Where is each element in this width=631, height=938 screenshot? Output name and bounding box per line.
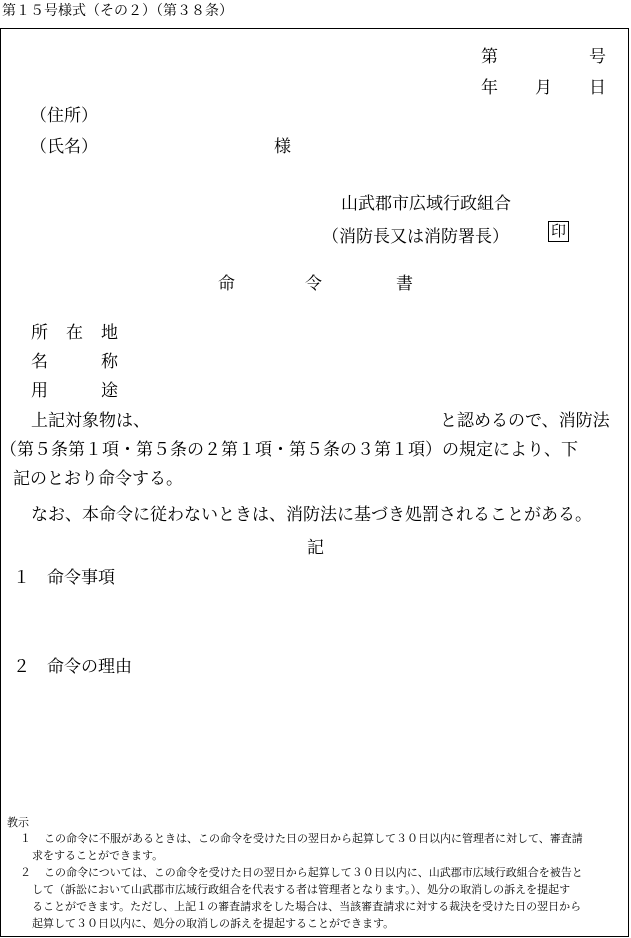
item-1-label: 命令事項 [47, 568, 115, 588]
body-p1-line3: 記のとおり命令する。 [13, 469, 183, 489]
name-label: （氏名） [30, 137, 98, 157]
notice-item-2-line-4: 起算して３０日以内に、処分の取消しの訴えを提起することができます。 [32, 917, 395, 930]
location-char-2: 在 [66, 323, 83, 343]
issuer-organization: 山武郡市広域行政組合 [341, 194, 511, 214]
notice-item-2-line-1: この命令については、この命令を受けた日の翌日から起算して３０日以内に、山武郡市広域行政組合を被告と [44, 866, 583, 879]
title-char-1: 命 [218, 274, 235, 294]
address-label: （住所） [30, 106, 98, 126]
issuer-title: （消防長又は消防署長） [322, 227, 509, 247]
usage-char-1: 用 [31, 381, 48, 401]
body-p1-start: 上記対象物は、 [31, 411, 150, 431]
item-2-label: 命令の理由 [47, 657, 132, 677]
body-p1-line2: （第５条第１項・第５条の２第１項・第５条の３第１項）の規定により、下 [0, 440, 578, 460]
notice-item-2-number: ２ [20, 866, 31, 879]
ki-heading: 記 [307, 538, 324, 558]
notice-item-2-line-3: ることができます。ただし、上記１の審査請求をした場合は、当該審査請求に対する裁決を受けた日の翌日から [32, 900, 582, 913]
body-p2: なお、本命令に従わないときは、消防法に基づき処罰されることがある。 [31, 505, 592, 525]
seal-mark [548, 221, 569, 242]
location-char-1: 所 [31, 323, 48, 343]
notice-item-1-line-2: 求をすることができます。 [32, 849, 164, 862]
number-suffix: 号 [589, 47, 606, 67]
body-p1-end: と認めるので、消防法 [440, 411, 610, 431]
number-prefix: 第 [481, 47, 498, 67]
form-number: 第１５号様式（その２）（第３８条） [2, 3, 233, 19]
date-year: 年 [481, 78, 498, 98]
item-1-number: １ [13, 568, 30, 588]
name-field-char-1: 名 [31, 352, 48, 372]
notice-item-2-line-2: して（訴訟において山武郡市広域行政組合を代表する者は管理者となります。）、処分の取消しの訴えを提起す [32, 883, 571, 896]
date-day: 日 [589, 78, 606, 98]
title-char-3: 書 [396, 274, 413, 294]
notice-item-1-line-1: この命令に不服があるときは、この命令を受けた日の翌日から起算して３０日以内に管理者に対して、審査請 [44, 832, 583, 845]
notice-heading: 教示 [7, 816, 29, 829]
item-2-number: ２ [13, 657, 30, 677]
usage-char-2: 途 [101, 381, 118, 401]
location-char-3: 地 [101, 323, 118, 343]
date-month: 月 [535, 78, 552, 98]
honorific: 様 [274, 137, 291, 157]
name-field-char-2: 称 [101, 352, 118, 372]
seal-text: 印 [548, 221, 569, 242]
notice-item-1-number: １ [20, 832, 31, 845]
title-char-2: 令 [305, 274, 322, 294]
